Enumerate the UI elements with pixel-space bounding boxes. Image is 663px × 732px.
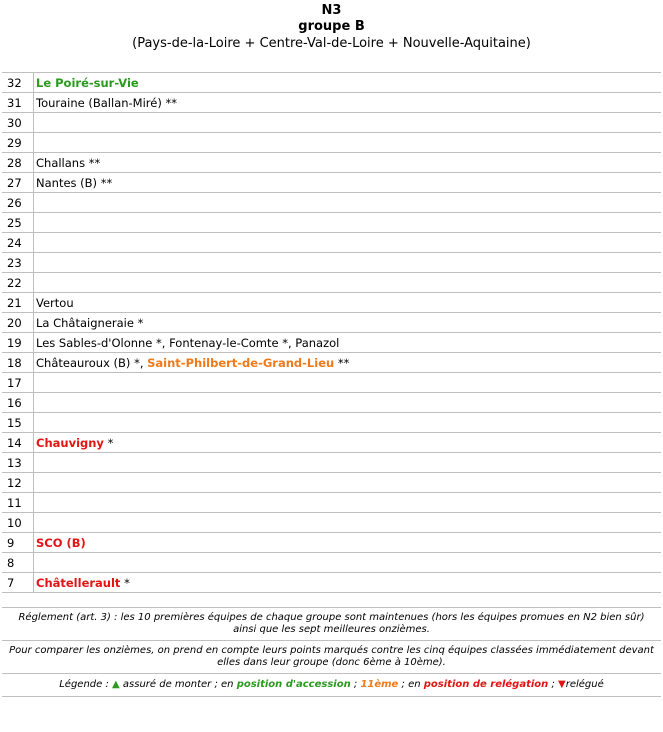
team-text: * xyxy=(120,575,130,590)
teams-cell xyxy=(34,573,662,593)
team-text: Chauvigny xyxy=(36,435,104,450)
rank-cell: 30 xyxy=(2,113,34,133)
rank-cell: 10 xyxy=(2,513,34,533)
table-row xyxy=(2,113,661,133)
triangle-up-icon: ▲ xyxy=(112,679,120,690)
legend-sep3: ; xyxy=(548,679,559,690)
table-row xyxy=(2,333,661,353)
rank-cell: 32 xyxy=(2,73,34,93)
table-row xyxy=(2,433,661,453)
team-text: ** xyxy=(334,355,350,370)
rank-cell: 29 xyxy=(2,133,34,153)
teams-cell xyxy=(34,133,662,153)
teams-cell xyxy=(34,373,662,393)
teams-cell xyxy=(34,233,662,253)
teams-cell xyxy=(34,153,662,173)
page-header xyxy=(0,0,663,52)
legend-down-text: relégué xyxy=(565,679,604,690)
table-row xyxy=(2,313,661,333)
rank-cell: 15 xyxy=(2,413,34,433)
rank-cell: 20 xyxy=(2,313,34,333)
rank-cell: 8 xyxy=(2,553,34,573)
rank-cell: 13 xyxy=(2,453,34,473)
table-row xyxy=(2,213,661,233)
legend-up-text: assuré de monter ; en xyxy=(119,679,237,690)
regions-subtitle: (Pays-de-la-Loire + Centre-Val-de-Loire + Nouvelle-Aquitaine) xyxy=(132,36,531,51)
team-text: SCO (B) xyxy=(36,535,86,550)
legend-sep2: ; en xyxy=(398,679,424,690)
team-text: Châteauroux (B) *, xyxy=(36,355,148,370)
table-row xyxy=(2,473,661,493)
table-row xyxy=(2,73,661,93)
league-title: N3 xyxy=(321,3,342,18)
legend xyxy=(2,673,661,697)
standings-table xyxy=(2,72,661,593)
rank-cell: 7 xyxy=(2,573,34,593)
rank-cell: 11 xyxy=(2,493,34,513)
rank-cell: 16 xyxy=(2,393,34,413)
team-text: Les Sables-d'Olonne *, Fontenay-le-Comte *, Panazol xyxy=(36,335,340,350)
table-row xyxy=(2,93,661,113)
table-row xyxy=(2,513,661,533)
teams-cell xyxy=(34,193,662,213)
teams-cell xyxy=(34,353,662,373)
teams-cell xyxy=(34,313,662,333)
team-text: Touraine (Ballan-Miré) ** xyxy=(36,95,177,110)
table-row xyxy=(2,173,661,193)
legend-prefix: Légende : xyxy=(59,679,113,690)
table-row xyxy=(2,353,661,373)
team-text: Challans ** xyxy=(36,155,101,170)
team-text: Châtellerault xyxy=(36,575,121,590)
table-row xyxy=(2,393,661,413)
rank-cell: 21 xyxy=(2,293,34,313)
rank-cell: 19 xyxy=(2,333,34,353)
rank-cell: 31 xyxy=(2,93,34,113)
rank-cell: 26 xyxy=(2,193,34,213)
rank-cell: 17 xyxy=(2,373,34,393)
teams-cell xyxy=(34,173,662,193)
teams-cell xyxy=(34,493,662,513)
rank-cell: 28 xyxy=(2,153,34,173)
teams-cell xyxy=(34,453,662,473)
legend-eleventh: 11ème xyxy=(360,679,399,690)
compare-note: Pour comparer les onzièmes, on prend en compte leurs points marqués contre les cinq équipes classées immédiatement devant elles dans leur groupe (donc 6ème à 10ème). xyxy=(2,640,661,673)
team-text: Saint-Philbert-de-Grand-Lieu xyxy=(147,355,335,370)
teams-cell xyxy=(34,533,662,553)
table-row xyxy=(2,133,661,153)
teams-cell xyxy=(34,253,662,273)
rank-cell: 24 xyxy=(2,233,34,253)
teams-cell xyxy=(34,413,662,433)
group-title: groupe B xyxy=(298,19,365,34)
teams-cell xyxy=(34,333,662,353)
teams-cell xyxy=(34,213,662,233)
table-row xyxy=(2,293,661,313)
legend-relegation: position de relégation xyxy=(423,679,549,690)
table-row xyxy=(2,413,661,433)
rank-cell: 27 xyxy=(2,173,34,193)
table-row xyxy=(2,233,661,253)
notes-section xyxy=(2,607,661,697)
team-text: Vertou xyxy=(36,295,74,310)
rank-cell: 9 xyxy=(2,533,34,553)
legend-accession: position d'accession xyxy=(236,679,351,690)
table-row xyxy=(2,153,661,173)
teams-cell xyxy=(34,473,662,493)
team-text: Le Poiré-sur-Vie xyxy=(36,75,139,90)
teams-cell xyxy=(34,393,662,413)
rule-note: Réglement (art. 3) : les 10 premières équipes de chaque groupe sont maintenues (hors les équipes promues en N2 bien sûr) ainsi que les sept meilleures onzièmes. xyxy=(2,607,661,640)
table-row xyxy=(2,573,661,593)
rank-cell: 14 xyxy=(2,433,34,453)
triangle-down-icon: ▼ xyxy=(558,679,566,690)
teams-cell xyxy=(34,113,662,133)
teams-cell xyxy=(34,73,662,93)
rank-cell: 23 xyxy=(2,253,34,273)
team-text: * xyxy=(103,435,114,450)
team-text: Nantes (B) ** xyxy=(36,175,113,190)
rank-cell: 12 xyxy=(2,473,34,493)
table-row xyxy=(2,273,661,293)
team-text: La Châtaigneraie * xyxy=(36,315,144,330)
table-row xyxy=(2,193,661,213)
teams-cell xyxy=(34,513,662,533)
table-row xyxy=(2,533,661,553)
table-row xyxy=(2,253,661,273)
rank-cell: 18 xyxy=(2,353,34,373)
table-row xyxy=(2,553,661,573)
rank-cell: 25 xyxy=(2,213,34,233)
table-row xyxy=(2,493,661,513)
rank-cell: 22 xyxy=(2,273,34,293)
teams-cell xyxy=(34,93,662,113)
teams-cell xyxy=(34,433,662,453)
teams-cell xyxy=(34,293,662,313)
teams-cell xyxy=(34,273,662,293)
table-row xyxy=(2,453,661,473)
legend-sep1: ; xyxy=(350,679,361,690)
teams-cell xyxy=(34,553,662,573)
table-row xyxy=(2,373,661,393)
